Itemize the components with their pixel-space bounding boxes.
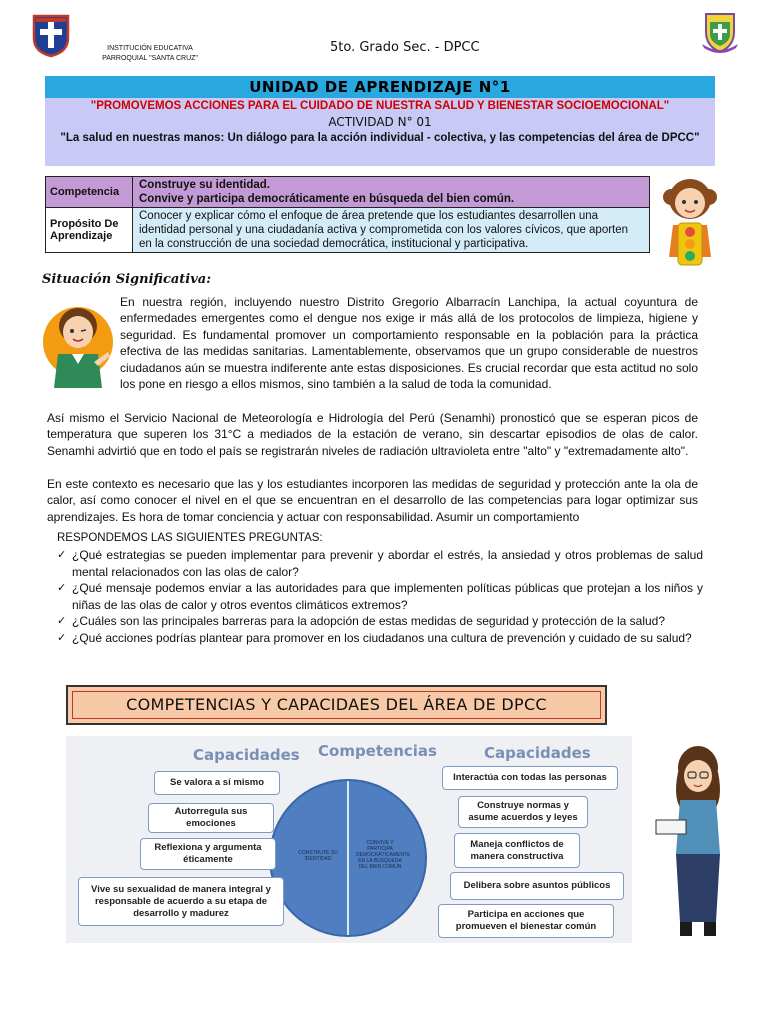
school-logo-left: [30, 12, 72, 58]
table-row: [46, 177, 650, 208]
table-row: [46, 208, 650, 253]
diagram-head-left: Capacidades: [193, 746, 300, 764]
list-item: [57, 580, 703, 613]
girl-traffic-light-illustration: [657, 175, 723, 270]
capacity-right-2: Construye normas y asume acuerdos y leyes: [458, 796, 588, 828]
capacity-left-3: Reflexiona y argumenta éticamente: [140, 838, 276, 870]
proposito-value: Conocer y explicar cómo el enfoque de área pretende que los estudiantes desarrollen una identidad personal y una ciudadanía activa y comprometida con los valores cívicos, que aporten en la construcción de una sociedad democrática, institucional y participativa.: [133, 208, 650, 253]
unit-title-box: [45, 76, 715, 166]
competencies-banner: COMPETENCIAS Y CAPACIDAES DEL ÁREA DE DPCC: [66, 685, 607, 725]
competencies-diagram: [66, 736, 632, 943]
question-text: ¿Qué estrategias se pueden implementar para prevenir y abordar el estrés, la ansiedad y otros problemas de salud mental relacionados con las olas de calor?: [72, 548, 703, 579]
capacity-right-4: Delibera sobre asuntos públicos: [450, 872, 624, 900]
capacity-right-3: Maneja conflictos de manera constructiva: [454, 833, 580, 868]
diagram-head-right: Capacidades: [484, 744, 591, 762]
question-text: ¿Cuáles son las principales barreras para la adopción de estas medidas de seguridad y protección de la salud?: [72, 614, 666, 628]
activity-title: "La salud en nuestras manos: Un diálogo para la acción individual - colectiva, y las competencias del área de DPCC": [60, 132, 700, 144]
school-line-2: PARROQUIAL "SANTA CRUZ": [102, 55, 198, 62]
question-text: ¿Qué mensaje podemos enviar a las autoridades para que implementen políticas públicas que protejan a los niños y niñas de las olas de calor y otros eventos climáticos extremos?: [72, 581, 703, 612]
list-item: [57, 613, 703, 630]
teacher-illustration: [650, 742, 740, 940]
check-icon: ✓: [57, 615, 67, 627]
circle-text-right: CONVIVE Y PARTICIPA DEMOCRÁTICAMENTE EN LA BÚSQUEDA DEL BIEN COMÚN: [356, 840, 411, 870]
check-icon: ✓: [57, 582, 67, 594]
school-name: [80, 44, 220, 64]
circle-text-left: CONSTRUYE SU IDENTIDAD: [298, 850, 338, 862]
situation-paragraph-3: En este contexto es necesario que las y los estudiantes incorporen las medidas de seguridad y protección ante la ola de calor, así como conocer el nivel en el que se encuentran en el desarrollo de las competencias para logar optimizar sus aprendizajes. Es hora de tomar conciencia y actuar con responsabilidad. Asumir un comportamiento: [47, 477, 698, 524]
situation-title: Situación Significativa:: [42, 272, 212, 287]
list-item: [57, 547, 703, 580]
unit-title: UNIDAD DE APRENDIZAJE N°1: [45, 76, 715, 98]
list-item: [57, 630, 703, 647]
questions-heading: RESPONDEMOS LAS SIGUIENTES PREGUNTAS:: [57, 532, 323, 544]
competency-table: [45, 176, 650, 253]
competencia-label: Competencia: [46, 177, 133, 208]
unit-promo: "PROMOVEMOS ACCIONES PARA EL CUIDADO DE NUESTRA SALUD Y BIENESTAR SOCIOEMOCIONAL": [90, 100, 670, 112]
questions-list: [57, 547, 703, 646]
grade-label: 5to. Grado Sec. - DPCC: [330, 40, 480, 55]
situation-paragraph-2: Así mismo el Servicio Nacional de Meteorología e Hidrología del Perú (Senamhi) pronosticó que se esperan picos de temperatura que superen los 31°C a mediados de la estación de verano, sin descartar episodios de olas de calor. Senamhi advirtió que en todo el país se registrarán niveles de radiación ultravioleta entre "alto" y "extremadamente alto".: [47, 411, 698, 458]
boy-illustration: [42, 296, 114, 388]
capacity-right-5: Participa en acciones que promueven el bienestar común: [438, 904, 614, 938]
check-icon: ✓: [57, 549, 67, 561]
school-logo-right: [700, 10, 740, 54]
competencia-line-1: Construye su identidad.: [139, 179, 270, 191]
situation-paragraph-1: En nuestra región, incluyendo nuestro Distrito Gregorio Albarracín Lanchipa, la actual coyuntura de enfermedades emergentes como el dengue nos exige ir más allá de los protocolos de limpieza, higiene y seguridad. Es fundamental promover un comportamiento responsable en la población para la práctica efectiva de las medidas sanitarias. Lamentablemente, observamos que un grupo considerable de nuestros ciudadanos aún se muestra indiferente ante estas disposiciones. Es crucial recordar que esta actitud no solo los pone en riesgo a ellos mismos, sino también a la salud de toda la comunidad.: [120, 295, 698, 392]
school-line-1: INSTITUCIÓN EDUCATIVA: [107, 45, 193, 52]
activity-number: ACTIVIDAD N° 01: [328, 115, 432, 129]
capacity-left-4: Vive su sexualidad de manera integral y responsable de acuerdo a su etapa de desarrollo y madurez: [78, 877, 284, 926]
proposito-label: Propósito De Aprendizaje: [46, 208, 133, 253]
competencia-value: [133, 177, 650, 208]
check-icon: ✓: [57, 631, 67, 644]
capacity-left-1: Se valora a sí mismo: [154, 771, 280, 795]
competencia-line-2: Convive y participa democráticamente en búsqueda del bien común.: [139, 193, 515, 205]
capacity-right-1: Interactúa con todas las personas: [442, 766, 618, 790]
capacity-left-2: Autorregula sus emociones: [148, 803, 274, 833]
diagram-head-center: Competencias: [318, 742, 437, 760]
question-text: ¿Qué acciones podrías plantear para promover en los ciudadanos una cultura de prevención y cuidado de su salud?: [72, 630, 692, 645]
